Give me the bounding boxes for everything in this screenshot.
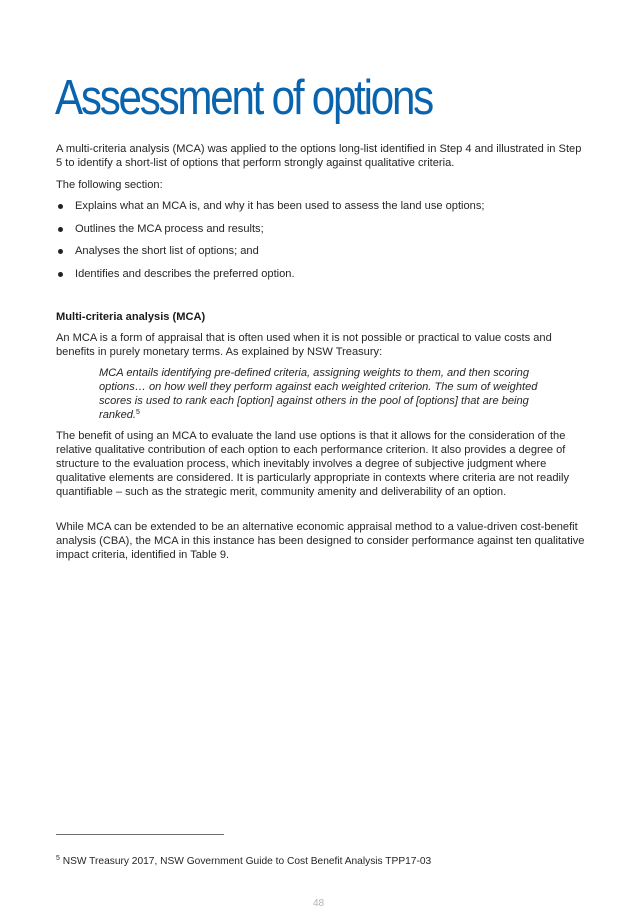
footnote-divider bbox=[56, 834, 224, 835]
bullet-icon bbox=[58, 227, 63, 232]
list-item bbox=[56, 267, 586, 290]
list-item-text: Analyses the short list of options; and bbox=[75, 245, 259, 257]
section-paragraph-3: While MCA can be extended to be an alternative economic appraisal method to a value-driven cost-benefit analysis (CBA), the MCA in this instance has been designed to consider performance against ten qualitative impact criteria, identified in Table 9. bbox=[56, 521, 585, 561]
quote-text: MCA entails identifying pre-defined criteria, assigning weights to them, and then scoring options… on how well they perform against each weighted criterion. The sum of weighted scores is used to rank each [option] against others in the pool of [options] that are being ranked. bbox=[99, 367, 538, 421]
list-item-text: Identifies and describes the preferred option. bbox=[75, 267, 295, 280]
page-number: 48 bbox=[312, 898, 325, 909]
list-item bbox=[56, 222, 586, 245]
footnote-reference: 5 bbox=[136, 409, 140, 416]
page-title: Assessment of options bbox=[55, 71, 433, 125]
block-quote bbox=[99, 366, 569, 422]
footnote-number: 5 bbox=[56, 855, 60, 862]
section-paragraph-2: The benefit of using an MCA to evaluate the land use options is that it allows for the consideration of the relative qualitative contribution of each option to each performance criterion. It also provides a degree of structure to the evaluation process, which inevitably involves a degree of subjective judgment where qualitative elements are considered. It is particularly appropriate in contexts where criteria are not readily quantifiable – such as the strategic merit, community amenity and deliverability of an option. bbox=[56, 430, 570, 498]
list-item-text: Explains what an MCA is, and why it has been used to assess the land use options; bbox=[75, 200, 485, 212]
list-item bbox=[56, 199, 586, 222]
bullet-icon bbox=[58, 272, 63, 277]
list-item-text: Outlines the MCA process and results; bbox=[75, 222, 264, 235]
bullet-icon bbox=[58, 204, 63, 209]
intro-lead-in: The following section: bbox=[56, 179, 163, 191]
section-paragraph-1: An MCA is a form of appraisal that is often used when it is not possible or practical to value costs and benefits in purely monetary terms. As explained by NSW Treasury: bbox=[56, 332, 552, 358]
intro-bullet-list bbox=[56, 199, 586, 289]
footnote-text: NSW Treasury 2017, NSW Government Guide to Cost Benefit Analysis TPP17-03 bbox=[62, 856, 432, 867]
section-heading: Multi-criteria analysis (MCA) bbox=[56, 311, 206, 323]
list-item bbox=[56, 244, 586, 267]
bullet-icon bbox=[58, 249, 63, 254]
intro-paragraph: A multi-criteria analysis (MCA) was applied to the options long-list identified in Step 4 and illustrated in Step 5 to identify a short-list of options that perform strongly against qualitative criteria. bbox=[56, 143, 582, 169]
footnote bbox=[56, 855, 596, 868]
